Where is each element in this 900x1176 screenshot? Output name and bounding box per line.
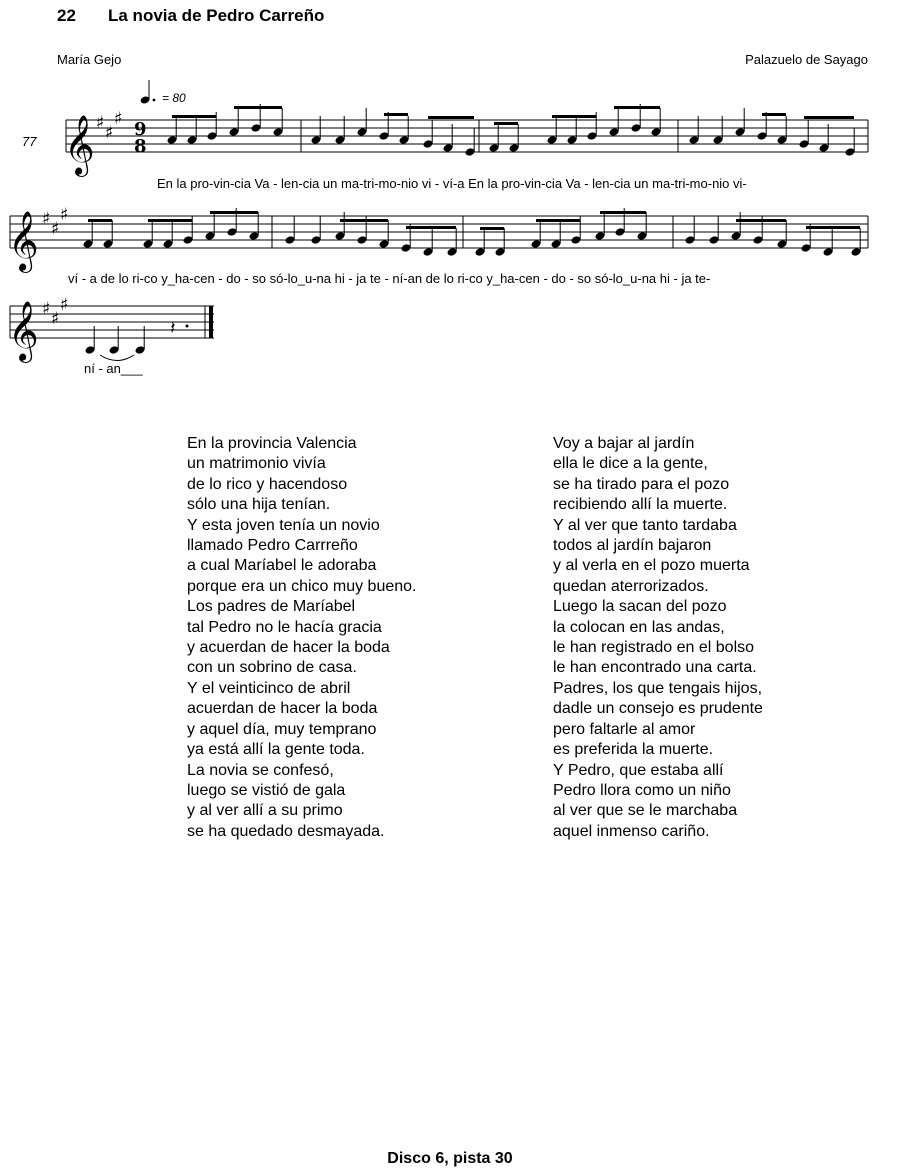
poem-line: llamado Pedro Carrreño	[187, 537, 358, 555]
beam	[340, 219, 388, 222]
poem-line: pero faltarle al amor	[553, 720, 696, 738]
poem-line: tal Pedro no le hacía gracia	[187, 618, 382, 636]
beam	[428, 116, 474, 119]
poem-line: y acuerdan de hacer la boda	[187, 639, 390, 657]
tie	[100, 355, 134, 361]
poem-line: dadle un consejo es prudente	[553, 700, 763, 718]
poem-line: Y Pedro, que estaba allí	[553, 761, 724, 779]
poem-line: un matrimonio vivía	[187, 455, 326, 473]
place-name: Palazuelo de Sayago	[745, 52, 868, 67]
poem-line: Y el veinticinco de abril	[187, 679, 351, 697]
svg-text:♯: ♯	[60, 295, 69, 315]
poem-line: La novia se confesó,	[187, 761, 334, 779]
beam	[806, 226, 860, 229]
poem-line: En la provincia Valencia	[187, 435, 357, 452]
poem-line: es preferida la muerte.	[553, 741, 714, 759]
svg-text:♯: ♯	[51, 219, 60, 239]
poem-line: quedan aterrorizados.	[553, 577, 709, 595]
key-signature-3	[42, 295, 68, 329]
music-score	[0, 0, 900, 400]
beam	[762, 113, 786, 116]
time-signature-bottom: 8	[134, 136, 147, 157]
beam	[536, 219, 580, 222]
final-barline	[209, 306, 213, 338]
poem-line: y al ver allí a su primo	[187, 802, 343, 820]
lyric-line-1: En la pro-vin-cia Va - len-cia un ma-tri-mo-nio vi - ví-a En la pro-vin-cia Va - len-cia un ma-tri-mo-nio vi-	[157, 176, 747, 191]
poem-line: Pedro llora como un niño	[553, 781, 731, 799]
poem-line: Los padres de Maríabel	[187, 598, 356, 616]
svg-text:♯: ♯	[51, 309, 60, 329]
staff-system-3	[10, 306, 214, 338]
svg-text:♯: ♯	[42, 209, 51, 229]
beam	[210, 211, 258, 214]
song-title: La novia de Pedro Carreño	[108, 6, 325, 25]
poem-line: se ha tirado para el pozo	[553, 475, 730, 493]
poem-line: de lo rico y hacendoso	[187, 475, 348, 493]
poem-line: Luego la sacan del pozo	[553, 598, 727, 616]
poem-line: a cual Maríabel le adoraba	[187, 557, 377, 575]
svg-text:♯: ♯	[60, 205, 69, 225]
poem-column-2	[553, 434, 763, 842]
lyric-line-3: ní - an___	[84, 361, 143, 376]
beam	[88, 219, 112, 222]
footer-track-info: Disco 6, pista 30	[387, 1150, 513, 1167]
treble-clef-icon: 𝄞	[8, 301, 39, 361]
poem-line: Padres, los que tengais hijos,	[553, 679, 763, 697]
beam	[600, 211, 646, 214]
poem-line: se ha quedado desmayada.	[187, 822, 385, 840]
beam	[804, 116, 854, 119]
beam	[736, 219, 786, 222]
poem-line: con un sobrino de casa.	[187, 659, 357, 677]
svg-text:♯: ♯	[42, 299, 51, 319]
poem-line: ella le dice a la gente,	[553, 455, 708, 473]
poem-line: todos al jardín bajaron	[553, 537, 712, 555]
poem-line: la colocan en las andas,	[553, 618, 725, 636]
singer-name: María Gejo	[57, 52, 122, 67]
time-signature	[134, 119, 147, 157]
beam	[614, 106, 660, 109]
tempo-note-icon	[140, 80, 156, 105]
measure-number: 77	[22, 134, 37, 149]
poem-column-1	[187, 434, 416, 842]
quarter-rest-icon: 𝄽	[170, 318, 176, 339]
poem-line: sólo una hija tenían.	[187, 496, 331, 514]
poem-line: aquel inmenso cariño.	[553, 822, 710, 840]
beam	[406, 226, 456, 229]
tempo-marking: = 80	[162, 91, 186, 105]
svg-text:♯: ♯	[96, 113, 105, 133]
key-signature-2	[42, 205, 68, 239]
beam	[494, 122, 518, 125]
poem-line: le han encontrado una carta.	[553, 659, 757, 677]
song-number: 22	[57, 6, 76, 25]
poem-line: Y esta joven tenía un novio	[187, 516, 380, 534]
treble-clef-icon: 𝄞	[8, 211, 39, 271]
lyric-line-2: ví - a de lo ri-co y_ha-cen - do - so só-lo_u-na hi - ja te - ní-an de lo ri-co y_ha-cen - do - so só-lo_u-na hi - ja te-	[68, 271, 711, 286]
poem-line: acuerdan de hacer la boda	[187, 700, 378, 718]
poem-line: Voy a bajar al jardín	[553, 435, 695, 452]
poem-line: recibiendo allí la muerte.	[553, 496, 728, 514]
beam	[172, 115, 216, 118]
poem-line: al ver que se le marchaba	[553, 802, 738, 820]
poem-line: y al verla en el pozo muerta	[553, 557, 750, 575]
svg-text:♯: ♯	[105, 123, 114, 143]
time-signature-top: 9	[134, 119, 147, 140]
beam	[148, 219, 192, 222]
poem-line: Y al ver que tanto tardaba	[553, 516, 737, 534]
key-signature-1	[96, 109, 122, 143]
poem-line: y aquel día, muy temprano	[187, 720, 377, 738]
beam	[552, 115, 596, 118]
beam	[234, 106, 282, 109]
beam	[384, 113, 408, 116]
poem-line: porque era un chico muy bueno.	[187, 577, 417, 595]
poem-line: le han registrado en el bolso	[553, 639, 755, 657]
poem-line: ya está allí la gente toda.	[187, 741, 365, 759]
svg-text:♯: ♯	[114, 109, 123, 129]
poem-line: luego se vistió de gala	[187, 781, 346, 799]
staff-system-1	[66, 120, 868, 152]
beam	[480, 227, 504, 230]
treble-clef-icon: 𝄞	[64, 115, 95, 175]
notes-layer	[83, 104, 862, 355]
